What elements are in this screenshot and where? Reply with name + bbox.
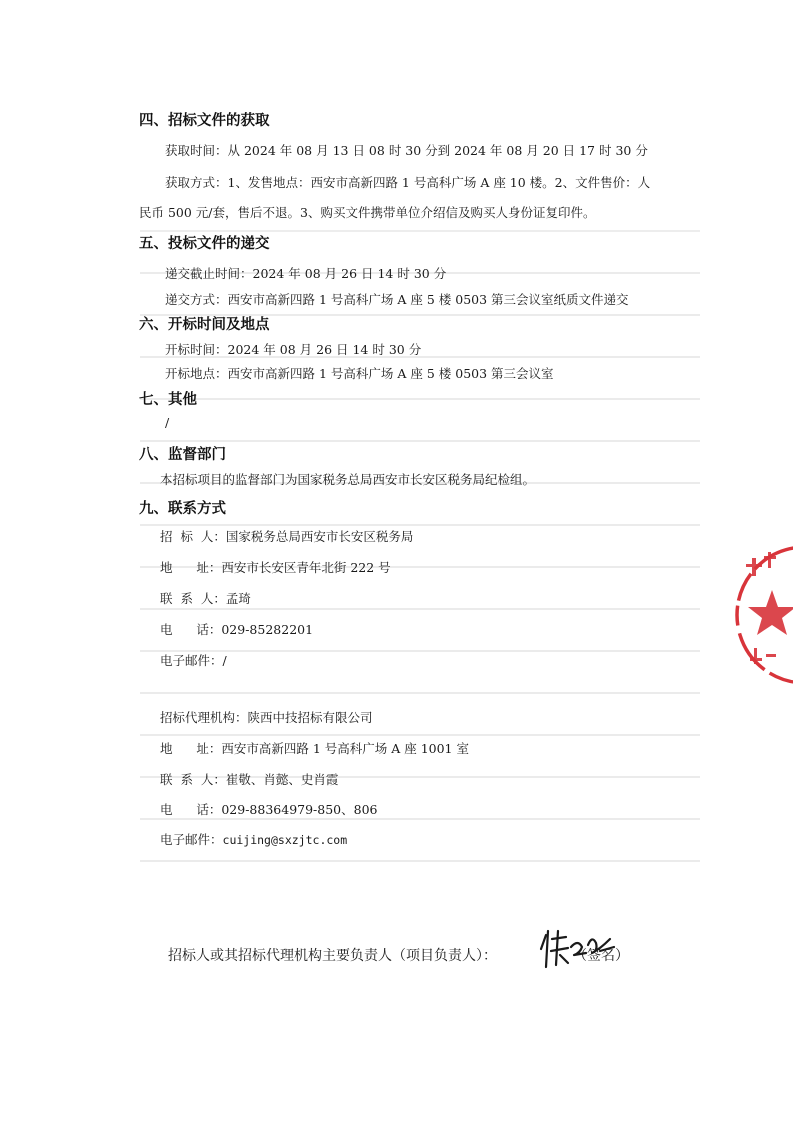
agency-name: 陕西中技招标有限公司 <box>247 710 373 725</box>
agency-address-row <box>160 739 469 757</box>
s8-content: 本招标项目的监督部门为国家税务总局西安市长安区税务局纪检组。 <box>160 472 536 487</box>
section-5-heading: 五、投标文件的递交 <box>139 236 270 252</box>
s4-acquire-time: 获取时间：从 2024 年 08 月 13 日 08 时 30 分到 2024 年 08 月 20 日 17 时 30 分 <box>165 143 648 158</box>
agency-contact-label: 联 系 人： <box>160 772 226 787</box>
tenderer-email-label: 电子邮件： <box>160 653 223 668</box>
agency-name-row <box>160 708 373 726</box>
section-8-heading: 八、监督部门 <box>139 447 226 463</box>
tenderer-phone-label: 电 话： <box>160 622 222 637</box>
signature-suffix: （签名） <box>573 948 629 964</box>
s6-open-place: 开标地点：西安市高新四路 1 号高科广场 A 座 5 楼 0503 第三会议室 <box>165 366 554 381</box>
section-9-heading: 九、联系方式 <box>139 501 226 517</box>
agency-contact: 崔敬、肖懿、史肖霞 <box>225 772 339 787</box>
tenderer-address-label: 地 址： <box>160 560 222 575</box>
section-6-heading: 六、开标时间及地点 <box>139 317 270 333</box>
tenderer-contact: 孟琦 <box>225 591 251 606</box>
s4-acquire-method-line1: 获取方式：1、发售地点：西安市高新四路 1 号高科广场 A 座 10 楼。2、文件售价：人 <box>165 175 651 190</box>
agency-phone: 029-88364979-850、806 <box>221 802 378 817</box>
signature-label: 招标人或其招标代理机构主要负责人（项目负责人）： <box>168 948 497 964</box>
section-4-heading: 四、招标文件的获取 <box>139 113 270 129</box>
s4-acquire-method-line2: 民币 500 元/套，售后不退。3、购买文件携带单位介绍信及购买人身份证复印件。 <box>139 205 596 220</box>
tenderer-email: / <box>222 653 227 668</box>
tenderer-contact-row <box>160 589 251 607</box>
tenderer-contact-label: 联 系 人： <box>160 591 226 606</box>
s5-method: 递交方式：西安市高新四路 1 号高科广场 A 座 5 楼 0503 第三会议室纸质文件递交 <box>165 292 629 307</box>
agency-contact-row <box>160 770 338 788</box>
agency-name-label: 招标代理机构： <box>160 710 248 725</box>
s5-deadline: 递交截止时间：2024 年 08 月 26 日 14 时 30 分 <box>165 266 447 281</box>
tenderer-phone-row <box>160 620 313 638</box>
s6-open-time: 开标时间：2024 年 08 月 26 日 14 时 30 分 <box>165 342 422 357</box>
tenderer-email-row <box>160 651 227 669</box>
official-seal-icon <box>730 540 793 690</box>
agency-address: 西安市高新四路 1 号高科广场 A 座 1001 室 <box>221 741 469 756</box>
agency-email: cuijing@sxzjtc.com <box>222 833 348 847</box>
agency-phone-row <box>160 800 378 818</box>
tenderer-name: 国家税务总局西安市长安区税务局 <box>225 529 414 544</box>
tenderer-name-label: 招 标 人： <box>160 529 226 544</box>
tenderer-address-row <box>160 558 391 576</box>
tenderer-name-row <box>160 527 413 545</box>
agency-address-label: 地 址： <box>160 741 222 756</box>
tenderer-address: 西安市长安区青年北街 222 号 <box>221 560 391 575</box>
handwritten-signature <box>538 925 618 970</box>
agency-email-row <box>160 830 347 848</box>
agency-email-label: 电子邮件： <box>160 832 223 847</box>
agency-phone-label: 电 话： <box>160 802 222 817</box>
section-7-heading: 七、其他 <box>139 392 197 408</box>
s7-content: / <box>165 415 170 430</box>
tenderer-phone: 029-85282201 <box>221 622 314 637</box>
